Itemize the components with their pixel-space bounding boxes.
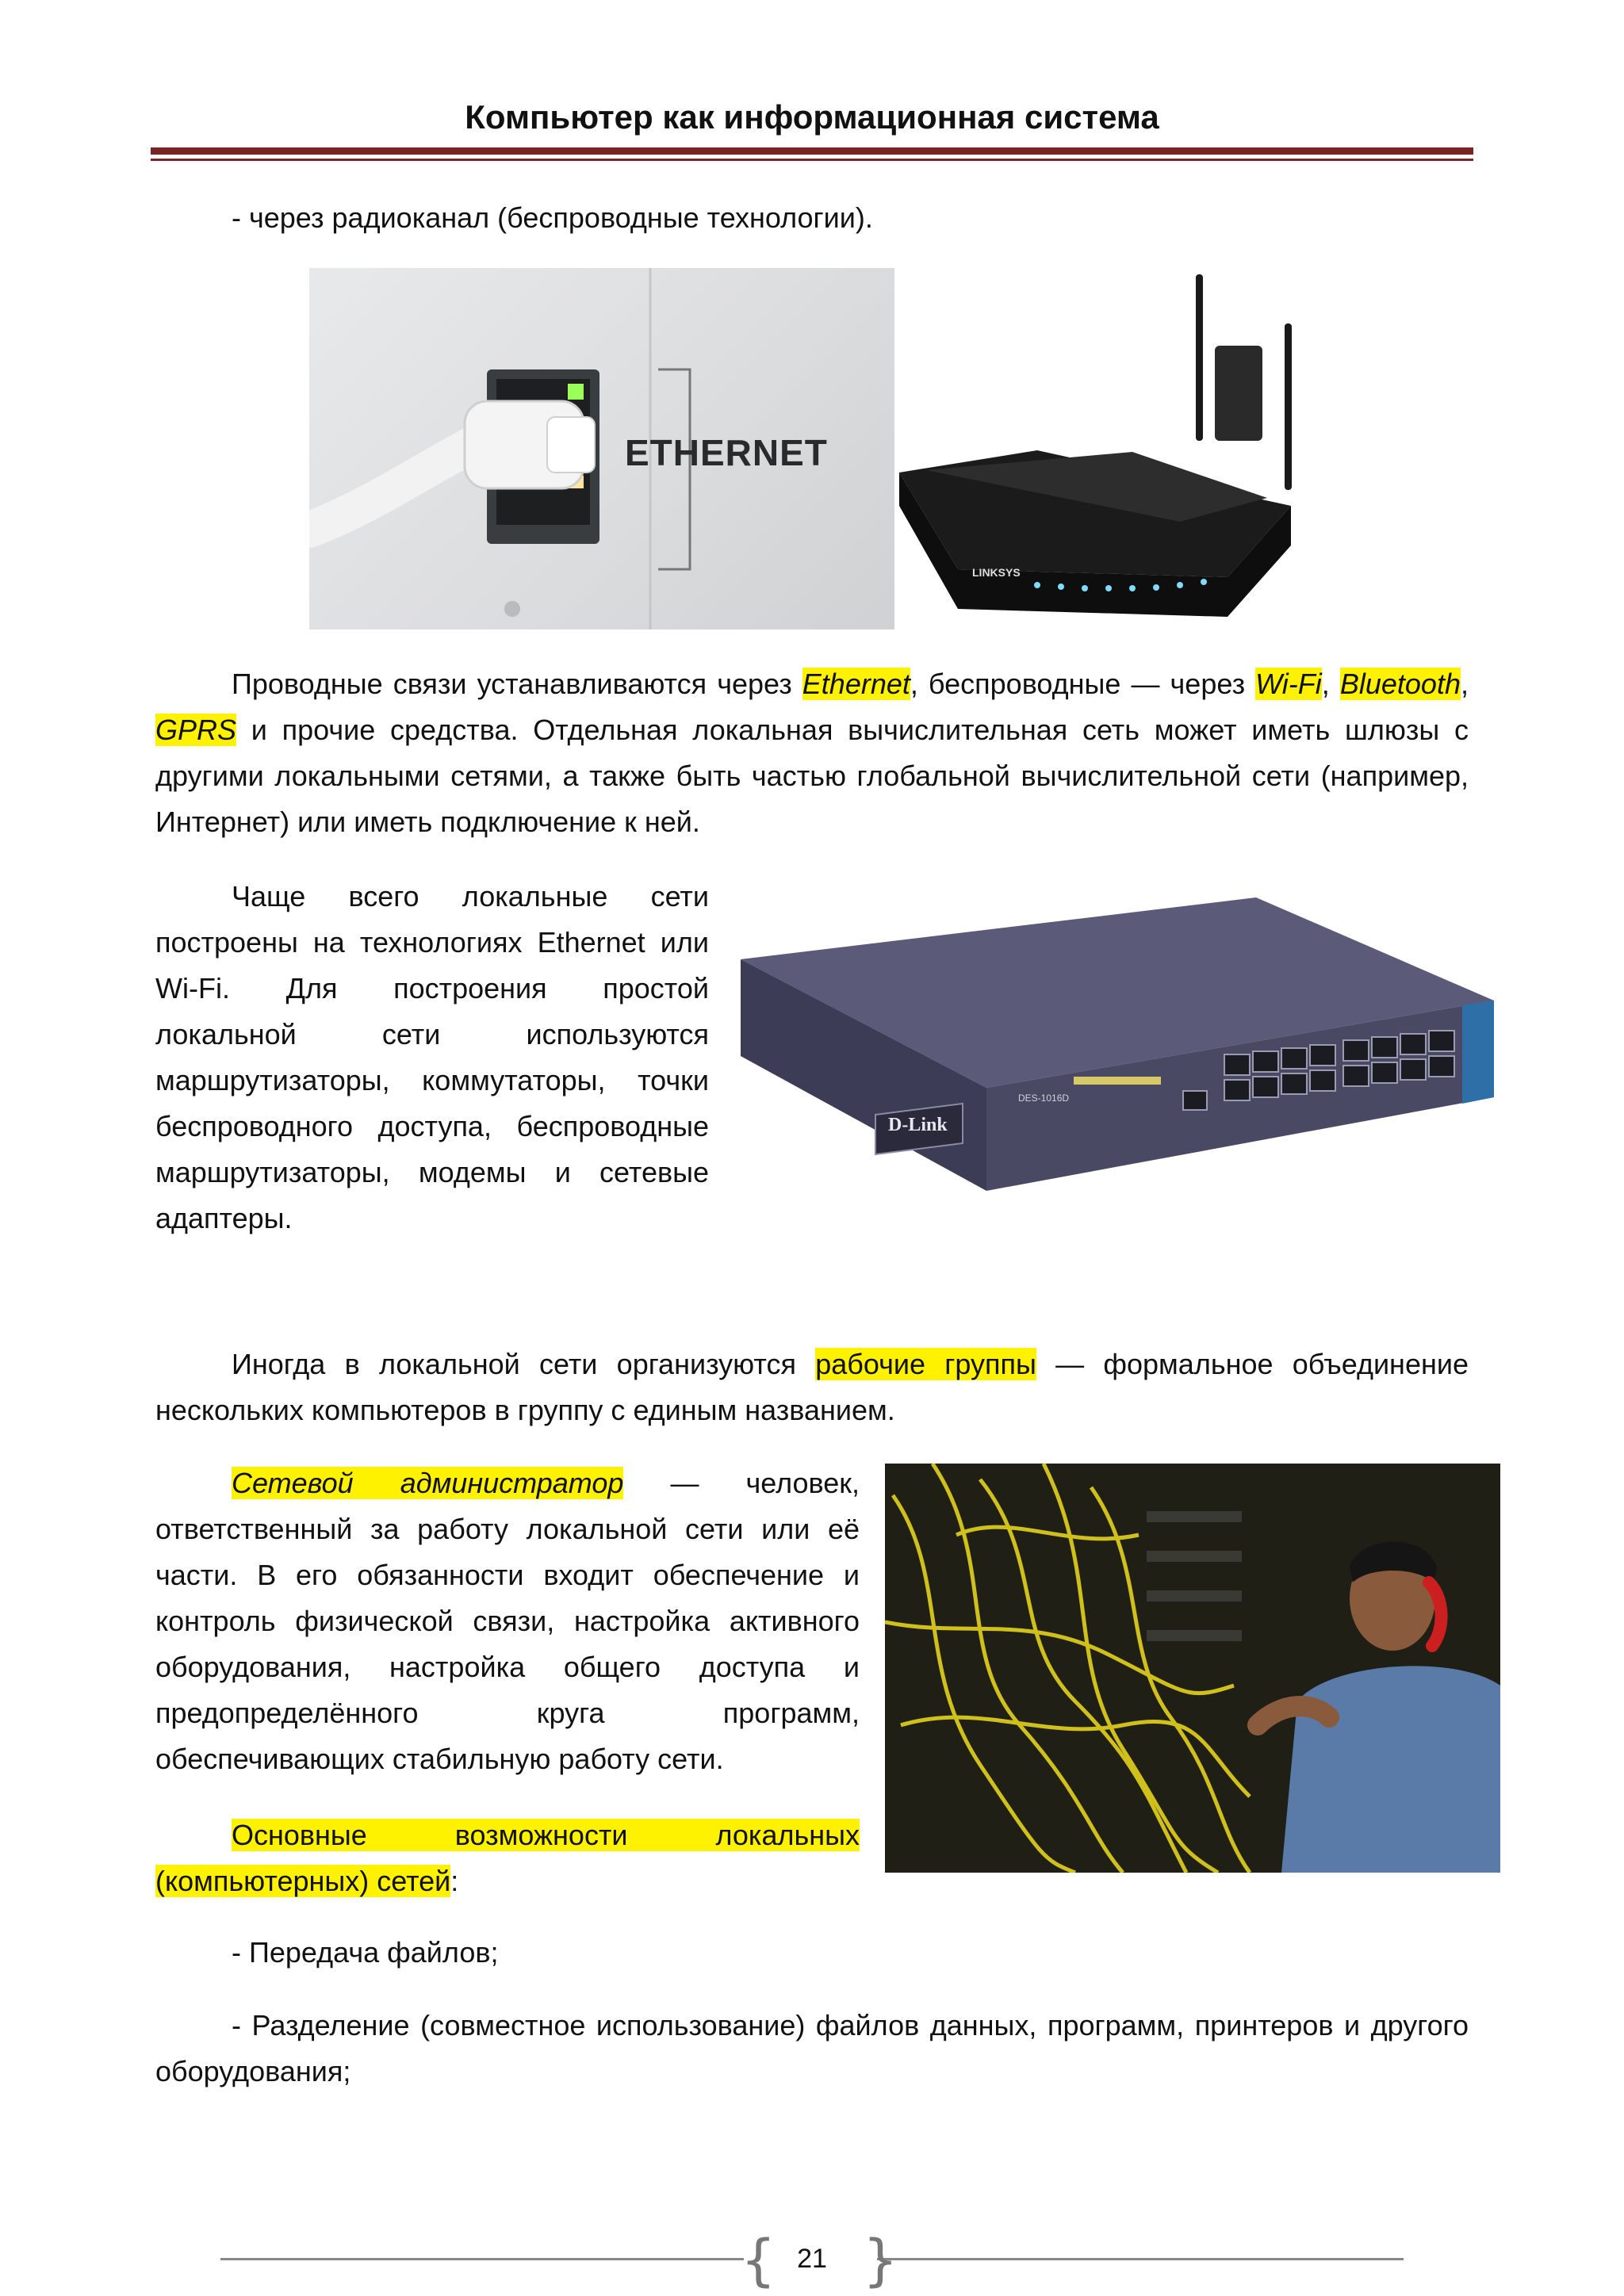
ethernet-label: ETHERNET [625, 432, 828, 473]
paragraph-lan-capabilities [155, 1812, 860, 1904]
wireless-router-illustration [894, 268, 1300, 629]
text-run: — формальное объединение нескольких компьютеров в группу с единым названием. [155, 1348, 1469, 1426]
network-admin-photo [885, 1464, 1500, 1873]
paragraph-radio: - через радиоканал (беспроводные технологии). [232, 201, 873, 234]
switch-brand-label: D-Link [888, 1115, 948, 1135]
highlight-lan-capabilities: Основные возможности локальных (компьютерных) сетей [155, 1819, 860, 1897]
text-run: Проводные связи устанавливаются через [232, 668, 802, 700]
paragraph-workgroups [155, 1341, 1469, 1433]
text-run: — человек, ответственный за работу локальной сети или её части. В его обязанности входит обеспечение и контроль физической связи, настройка активного оборудования, настройка общего доступа и предопределённого круга программ, обеспечивающих стабильную работу сети. [155, 1467, 860, 1775]
text-run: и прочие средства. Отдельная локальная вычислительная сеть может иметь шлюзы с другими локальными сетями, а также быть частью глобальной вычислительной сети (например, Интернет) или иметь подключение к ней. [155, 714, 1469, 838]
footer-brace-left: { [741, 2228, 776, 2293]
text-run: , [1321, 668, 1340, 700]
ethernet-port-photo [309, 268, 894, 629]
network-admin-illustration [885, 1464, 1500, 1873]
highlight-ethernet: Ethernet [802, 668, 910, 700]
highlight-workgroups: рабочие группы [815, 1348, 1036, 1380]
header-rule-thin [151, 159, 1473, 161]
page-header-title: Компьютер как информационная система [465, 98, 1159, 136]
header-rule-thick [151, 147, 1473, 155]
list-item-resource-sharing: - Разделение (совместное использование) файлов данных, программ, принтеров и другого оборудования; [155, 2009, 1469, 2087]
highlight-bluetooth: Bluetooth [1339, 668, 1461, 700]
page-number: 21 [797, 2244, 827, 2274]
paragraph-wired-wireless [155, 661, 1469, 845]
footer-rule-left [220, 2258, 744, 2260]
text-run: Иногда в локальной сети организуются [232, 1348, 816, 1380]
paragraph-network-admin [155, 1460, 860, 1782]
wireless-router-photo [894, 268, 1300, 629]
footer-rule-right [877, 2258, 1404, 2260]
paragraph-ethernet-wifi: Чаще всего локальные сети построены на технологиях Ethernet или Wi-Fi. Для построения простой локальной сети используются маршрутизаторы, коммутаторы, точки беспроводного доступа, беспроводные маршрутизаторы, модемы и сетевые адаптеры. [155, 880, 709, 1234]
text-run: , [1460, 668, 1469, 700]
text-run: , беспроводные — через [910, 668, 1256, 700]
list-item-file-transfer: - Передача файлов; [232, 1936, 499, 1969]
highlight-gprs: GPRS [155, 714, 237, 746]
switch-model-label: DES-1016D [1018, 1093, 1070, 1104]
footer-brace-right: } [863, 2228, 898, 2293]
text-run: : [450, 1865, 459, 1897]
router-brand-label: LINKSYS [972, 566, 1021, 579]
highlight-wifi: Wi-Fi [1255, 668, 1322, 700]
network-switch-illustration [733, 890, 1503, 1210]
network-switch-photo [733, 890, 1503, 1210]
highlight-network-admin: Сетевой администратор [232, 1467, 624, 1499]
